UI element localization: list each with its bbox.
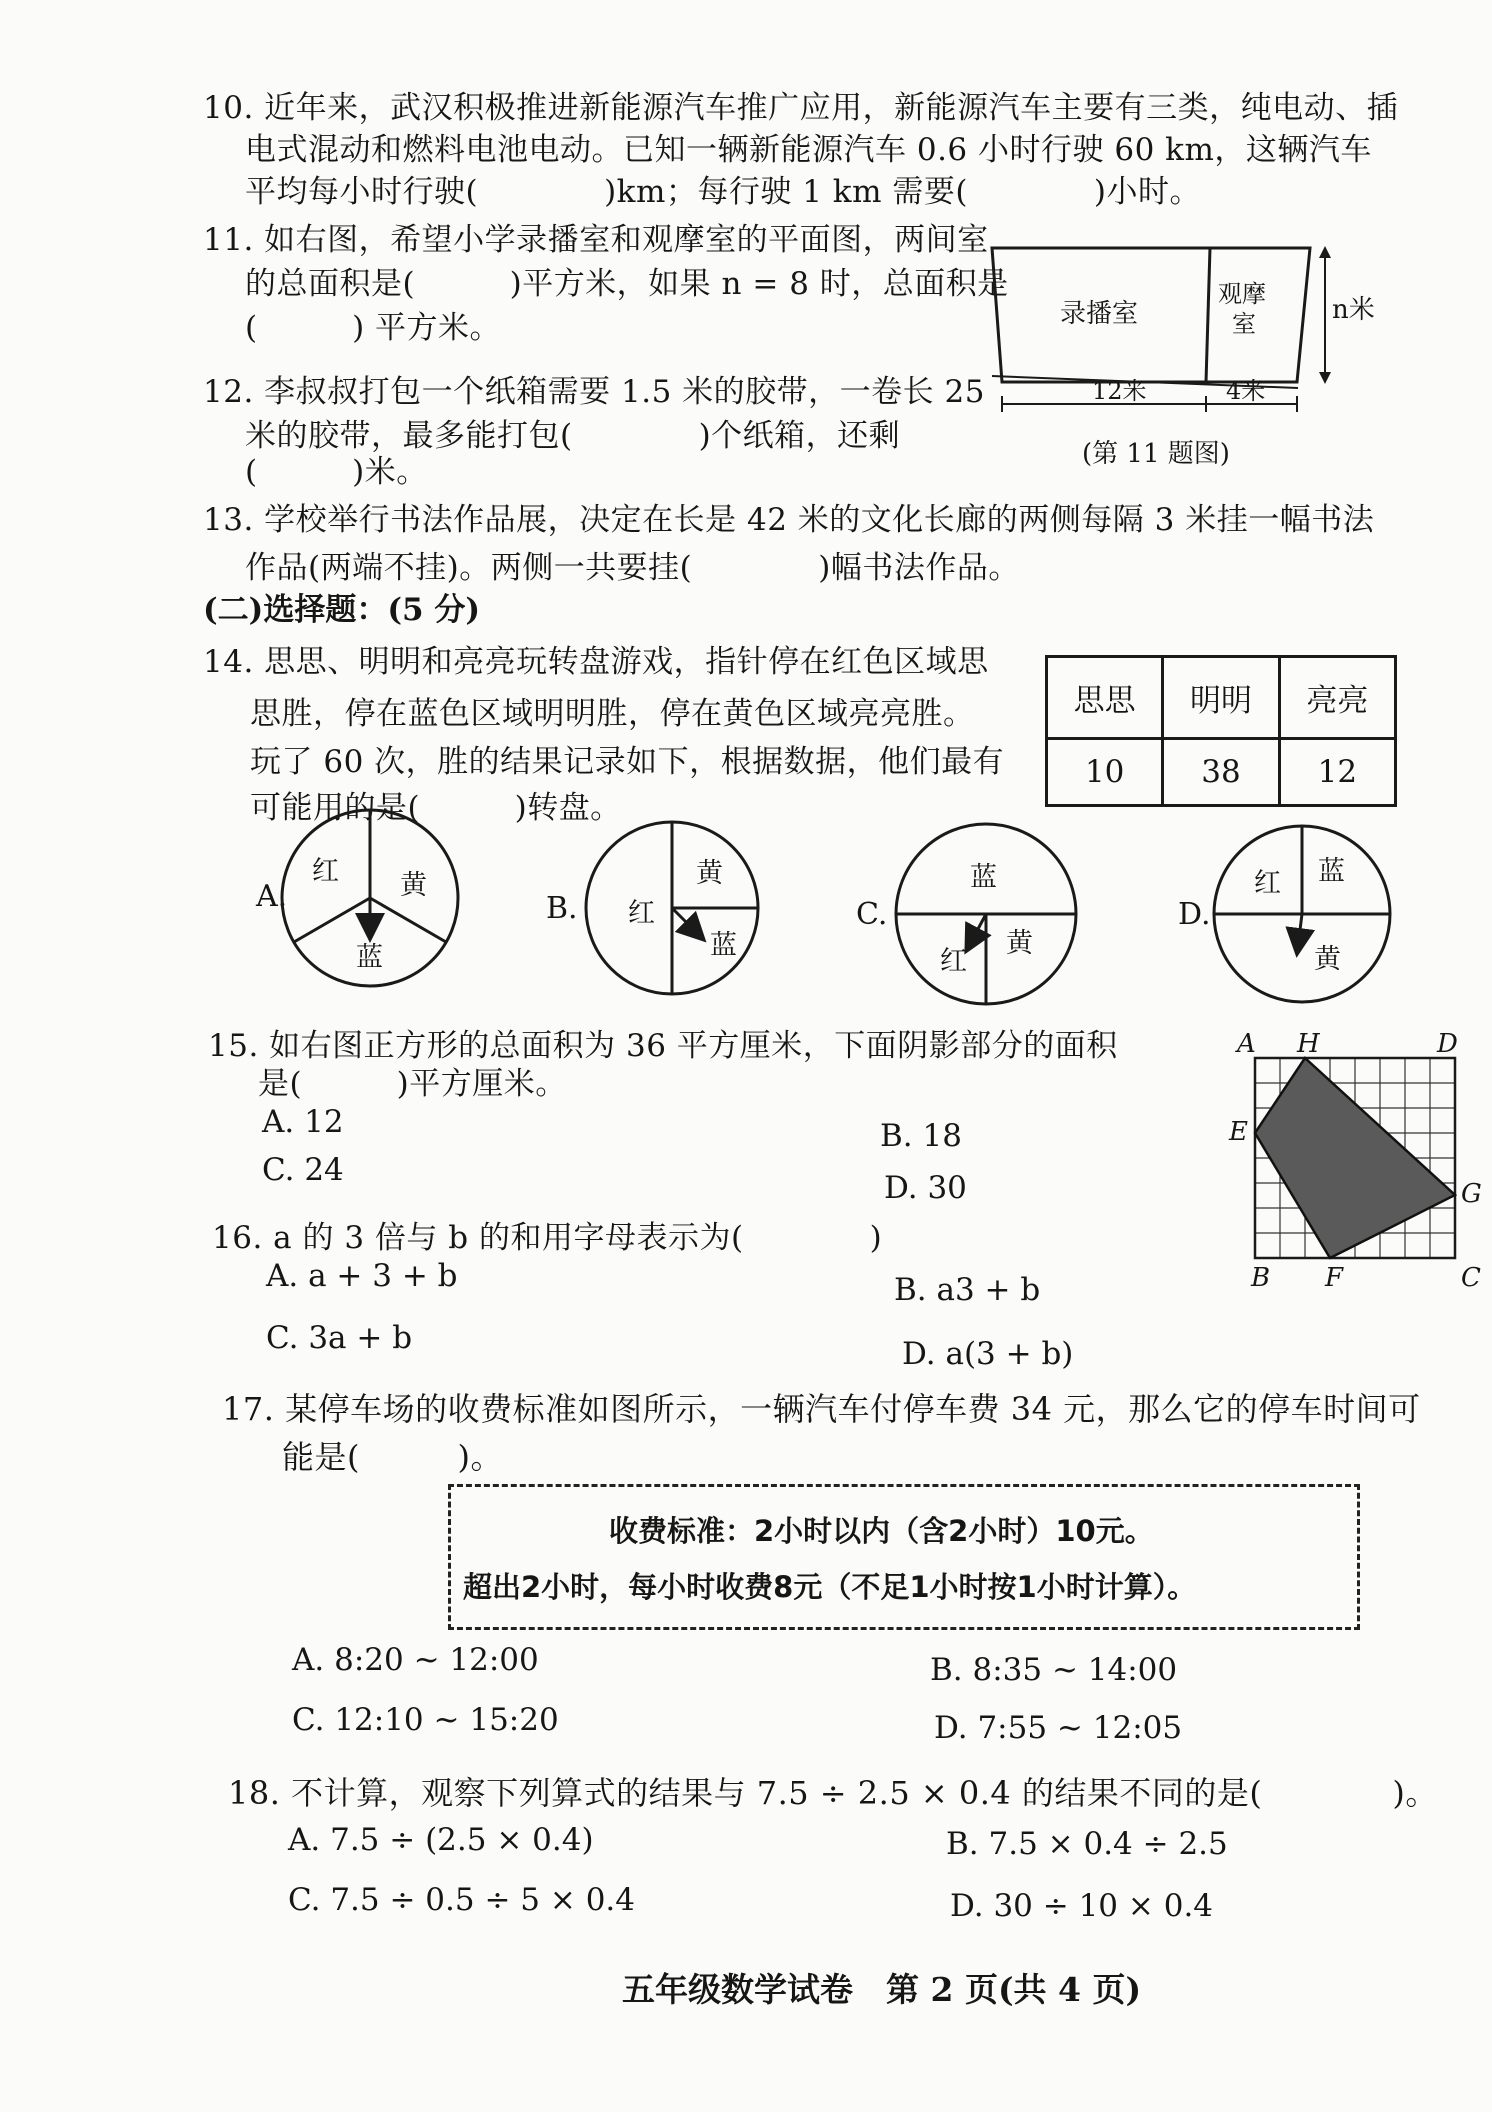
q17-option-b[interactable]: B. 8:35 ~ 14:00	[930, 1652, 1178, 1688]
spinner-d-blue: 蓝	[1318, 856, 1345, 887]
spinner-c-blue: 蓝	[970, 862, 997, 893]
q14-value-liangliang: 12	[1279, 738, 1395, 805]
q11-width1-label: 12米	[1092, 377, 1147, 405]
q17-line1: 17. 某停车场的收费标准如图所示，一辆汽车付停车费 34 元，那么它的停车时间可	[222, 1390, 1421, 1428]
q11-room2-label-1: 观摩	[1218, 280, 1266, 308]
spinner-c	[856, 824, 1076, 1004]
spinner-d-label: D.	[1178, 897, 1211, 932]
q17-option-c[interactable]: C. 12:10 ~ 15:20	[292, 1702, 559, 1738]
q13-line2: 作品(两端不挂)。两侧一共要挂( )幅书法作品。	[245, 550, 1020, 586]
q11-line2: 的总面积是( )平方米，如果 n = 8 时，总面积是	[245, 266, 1009, 302]
q14-spinner-options	[240, 806, 1420, 1006]
q15-option-b[interactable]: B. 18	[880, 1118, 962, 1154]
page-footer: 五年级数学试卷 第 2 页(共 4 页)	[622, 1970, 1142, 2009]
q18-option-c[interactable]: C. 7.5 ÷ 0.5 ÷ 5 × 0.4	[288, 1882, 635, 1918]
q14-header-sisi: 思思	[1047, 657, 1163, 739]
spinner-a-red: 红	[312, 856, 339, 887]
q14-table-value-row	[1047, 738, 1396, 805]
q11-line1: 11. 如右图，希望小学录播室和观摩室的平面图，两间室	[203, 222, 989, 258]
fee-standard-line2: 超出2小时，每小时收费8元（不足1小时按1小时计算）。	[463, 1570, 1197, 1604]
q17-option-a[interactable]: A. 8:20 ~ 12:00	[292, 1642, 539, 1678]
spinner-a-blue: 蓝	[356, 942, 383, 973]
q15-grid-figure	[1225, 1030, 1487, 1300]
q15-point-h: H	[1297, 1030, 1320, 1059]
q10-line1: 10. 近年来，武汉积极推进新能源汽车推广应用，新能源汽车主要有三类，纯电动、插	[203, 90, 1399, 126]
q16-option-a[interactable]: A. a + 3 + b	[266, 1258, 458, 1294]
spinner-c-label: C.	[856, 897, 888, 932]
q15-line1: 15. 如右图正方形的总面积为 36 平方厘米，下面阴影部分的面积	[208, 1028, 1118, 1064]
q15-point-c: C	[1461, 1263, 1481, 1293]
spinner-d-yellow: 黄	[1314, 944, 1341, 975]
q13-line1: 13. 学校举行书法作品展，决定在长是 42 米的文化长廊的两侧每隔 3 米挂一幅书法	[203, 502, 1375, 538]
q14-result-table	[1045, 655, 1397, 807]
q16-option-b[interactable]: B. a3 + b	[894, 1272, 1041, 1308]
q18-option-a[interactable]: A. 7.5 ÷ (2.5 × 0.4)	[288, 1822, 594, 1858]
spinner-a-yellow: 黄	[400, 870, 427, 901]
q14-table-header-row	[1047, 657, 1396, 739]
q14-header-mingming: 明明	[1163, 657, 1279, 739]
q11-floorplan-figure	[980, 236, 1380, 476]
fee-standard-line1: 收费标准：2小时以内（含2小时）10元。	[609, 1514, 1154, 1548]
spinner-a	[255, 810, 458, 986]
q14-line4: 可能用的是( )转盘。	[250, 790, 622, 826]
q18-option-d[interactable]: D. 30 ÷ 10 × 0.4	[950, 1888, 1214, 1924]
q14-line3: 玩了 60 次，胜的结果记录如下，根据数据，他们最有	[250, 744, 1005, 780]
q14-value-sisi: 10	[1047, 738, 1163, 805]
q15-point-g: G	[1461, 1179, 1482, 1209]
section-2-heading: (二)选择题：(5 分)	[203, 592, 481, 628]
spinner-b-blue: 蓝	[710, 930, 737, 961]
spinner-d-red: 红	[1254, 868, 1281, 899]
q14-header-liangliang: 亮亮	[1279, 657, 1395, 739]
q15-point-d: D	[1437, 1030, 1458, 1059]
spinner-c-red: 红	[940, 946, 967, 977]
q17-line2: 能是( )。	[282, 1438, 503, 1476]
parking-fee-notice	[448, 1484, 1360, 1630]
q18-line1: 18. 不计算，观察下列算式的结果与 7.5 ÷ 2.5 × 0.4 的结果不同的是( )。	[228, 1774, 1438, 1812]
spinner-a-label: A.	[256, 879, 288, 914]
spinner-b-red: 红	[628, 898, 655, 929]
q16-line1: 16. a 的 3 倍与 b 的和用字母表示为( )	[212, 1220, 883, 1256]
q11-line3: ( ) 平方米。	[245, 310, 502, 346]
q11-room2-label-2: 室	[1232, 310, 1256, 338]
q11-room1-label: 录播室	[1060, 299, 1139, 329]
spinner-d	[1178, 826, 1390, 1002]
q14-line2: 思胜，停在蓝色区域明明胜，停在黄色区域亮亮胜。	[250, 696, 975, 732]
q18-option-b[interactable]: B. 7.5 × 0.4 ÷ 2.5	[946, 1826, 1228, 1862]
q12-line1: 12. 李叔叔打包一个纸箱需要 1.5 米的胶带，一卷长 25	[203, 374, 985, 410]
spinner-c-yellow: 黄	[1006, 928, 1033, 959]
q17-option-d[interactable]: D. 7:55 ~ 12:05	[934, 1710, 1183, 1746]
q16-option-c[interactable]: C. 3a + b	[266, 1320, 413, 1356]
q11-width2-label: 4米	[1226, 377, 1266, 405]
q15-point-a: A	[1237, 1030, 1256, 1059]
q15-option-a[interactable]: A. 12	[262, 1104, 344, 1140]
q14-line1: 14. 思思、明明和亮亮玩转盘游戏，指针停在红色区域思	[203, 644, 989, 680]
q15-point-b: B	[1251, 1263, 1271, 1293]
q15-point-e: E	[1229, 1117, 1248, 1147]
q15-option-c[interactable]: C. 24	[262, 1152, 344, 1188]
spinner-b	[546, 822, 758, 994]
q12-line3: ( )米。	[245, 454, 428, 490]
q15-option-d[interactable]: D. 30	[884, 1170, 967, 1206]
spinner-b-yellow: 黄	[696, 858, 723, 889]
q14-value-mingming: 38	[1163, 738, 1279, 805]
q10-line2: 电式混动和燃料电池电动。已知一辆新能源汽车 0.6 小时行驶 60 km，这辆汽车	[245, 132, 1372, 168]
q16-option-d[interactable]: D. a(3 + b)	[902, 1336, 1074, 1372]
q15-point-f: F	[1325, 1263, 1344, 1293]
q15-line2: 是( )平方厘米。	[258, 1066, 567, 1102]
q10-line3: 平均每小时行驶( )km；每行驶 1 km 需要( )小时。	[245, 174, 1202, 210]
q11-height-label: n米	[1332, 295, 1375, 325]
q11-caption: (第 11 题图)	[1082, 439, 1230, 469]
spinner-b-label: B.	[546, 891, 578, 926]
q12-line2: 米的胶带，最多能打包( )个纸箱，还剩	[245, 418, 901, 454]
